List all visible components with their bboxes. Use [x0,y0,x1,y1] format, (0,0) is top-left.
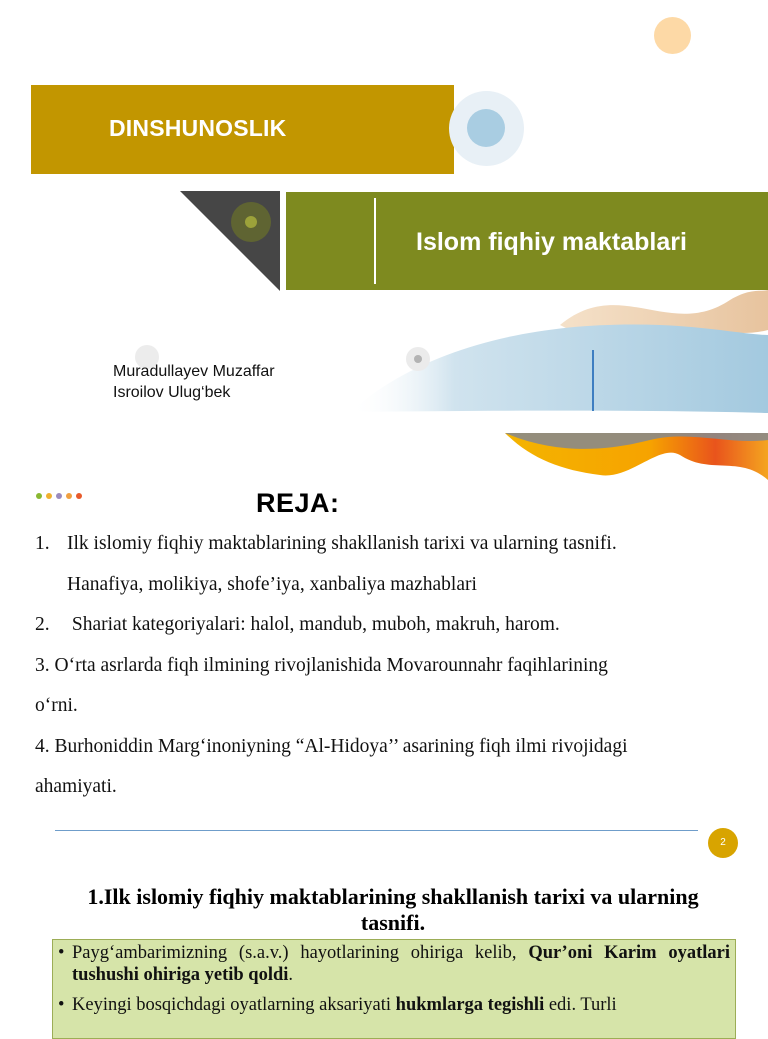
plan-list [35,524,735,808]
bullet-bold-text: Qur’oni Karim oyatlari tushushi ohiriga yetib qoldi [72,943,730,985]
authors [113,361,275,403]
dot [56,493,62,499]
bullet-item [58,994,730,1016]
bullet-text: Payg‘ambarimizning (s.a.v.) hayotlarining ohiriga kelib, [72,943,529,963]
plan-item-text: ahamiyati. [35,776,117,797]
decorative-dark-triangle [180,191,280,291]
plan-item-text: Ilk islomiy fiqhiy maktablarining shakllanish tarixi va ularning tasnifi. [67,533,617,554]
slide-separator [55,830,698,831]
decorative-blue-line [592,350,594,411]
dot [46,493,52,499]
bullet-item [58,942,730,986]
dot [66,493,72,499]
plan-item-text: 3. O‘rta asrlarda fiqh ilmining rivojlanishida Movarounnahr faqihlarining [35,654,608,676]
author-name: Muradullayev Muzaffar [113,363,275,380]
decorative-dot-center [414,355,422,363]
plan-item-text: o‘rni. [35,695,78,716]
plan-item-continuation [35,565,735,606]
bullet-text: Keyingi bosqichdagi oyatlarning aksariyati [72,995,396,1015]
bullet-text: edi. Turli [544,995,617,1015]
plan-item-text: 4. Burhoniddin Marg‘inoniyning “Al-Hidoya’’ asarining fiqh ilmi rivojidagi [35,735,628,757]
plan-item [35,646,735,687]
section-title: 1.Ilk islomiy fiqhiy maktablarining shakllanish tarixi va ularning tasnifi. [87,884,699,935]
subtitle-divider [374,198,376,284]
bullet-marker: • [58,943,65,963]
decorative-swoosh [330,280,768,480]
plan-item-continuation [35,686,735,727]
bullet-bold-text: hukmlarga tegishli [395,995,545,1015]
bullet-text: . [288,965,294,985]
presentation-subtitle: Islom fiqhiy maktablari [416,228,687,256]
plan-item-text: Hanafiya, molikiya, shofe’iya, xanbaliya mazhablari [67,573,477,595]
plan-item [35,605,735,646]
plan-heading: REJA: [256,488,340,518]
decorative-ring-center [467,109,505,147]
plan-item-number: 1. [35,533,50,554]
plan-item-continuation [35,767,735,808]
author-name: Isroilov Ulug‘bek [113,384,231,401]
dot [76,493,82,499]
plan-item-text: Shariat kategoriyalari: halol, mandub, muboh, makruh, harom. [67,614,560,635]
plan-item [35,524,735,565]
content-box [52,939,736,1039]
decorative-dots [36,493,82,499]
presentation-title: DINSHUNOSLIK [109,115,287,141]
bullet-marker: • [58,995,65,1015]
page-number-badge: 2 [708,828,738,858]
dot [36,493,42,499]
decorative-circle-peach [654,17,691,54]
plan-item-number: 2. [35,614,50,635]
plan-item [35,727,735,768]
